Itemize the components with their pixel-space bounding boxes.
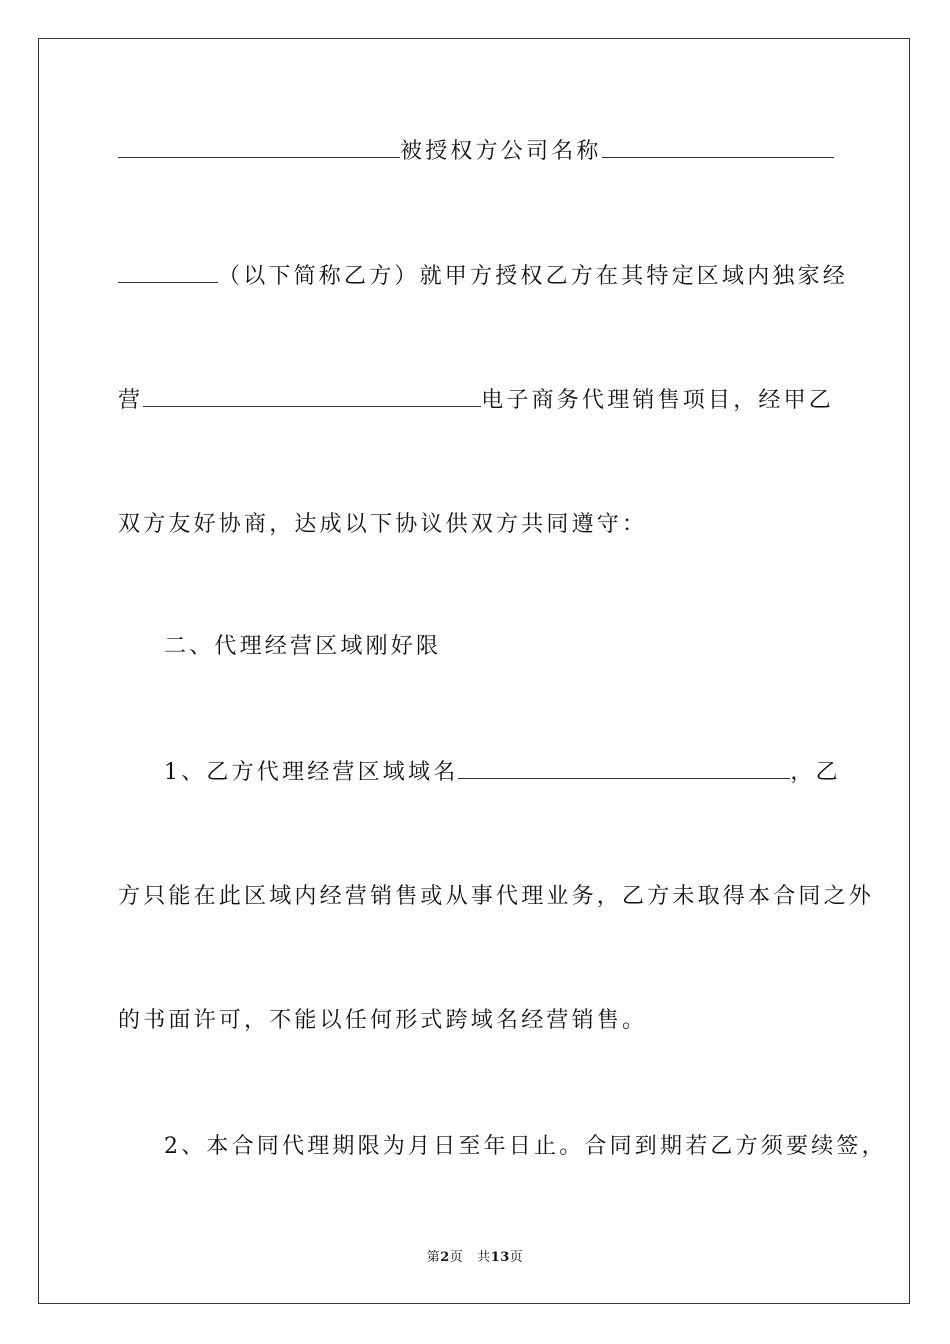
doc-text: 2、本合同代理期限为月日至年日止。合同到期若乙方须要续签， [164,1134,887,1159]
doc-text: （以下简称乙方）就甲方授权乙方在其特定区域内独家经 [218,264,849,289]
footer-text: 第 [426,1250,441,1265]
doc-line-4 [118,510,838,540]
doc-line-7 [118,882,875,912]
doc-text: 方只能在此区域内经营销售或从事代理业务，乙方未取得本合同之外 [118,884,875,909]
page-number: 2 [440,1250,450,1265]
footer-text: 共 [477,1250,491,1265]
doc-line-6 [164,758,884,788]
footer-text: 页 [449,1250,464,1265]
page-footer [0,1246,950,1265]
doc-text: 1、乙方代理经营区域域名 [164,760,459,785]
footer-text: 页 [509,1250,524,1265]
fill-blank [118,137,400,158]
doc-line-9 [164,1132,887,1162]
doc-text: 电子商务代理销售项目，经甲乙 [481,388,835,413]
fill-blank [602,137,834,158]
doc-text: 双方友好协商，达成以下协议供双方共同遵守： [118,512,648,537]
fill-blank [458,758,790,779]
label-authorized-company: 被授权方公司名称 [400,139,602,164]
doc-line-3 [118,386,838,416]
total-pages: 13 [490,1250,510,1265]
doc-line-8 [118,1006,838,1036]
doc-text: 营 [118,388,144,413]
doc-text: 的书面许可，不能以任何形式跨域名经营销售。 [118,1008,648,1033]
fill-blank [118,262,218,283]
doc-line-2 [118,262,849,292]
fill-blank [143,386,481,407]
doc-line-1 [118,137,838,167]
section-heading [164,632,884,662]
page-border [38,38,910,1304]
doc-text: ，乙 [790,760,841,785]
doc-text: 二、代理经营区域刚好限 [164,634,442,659]
